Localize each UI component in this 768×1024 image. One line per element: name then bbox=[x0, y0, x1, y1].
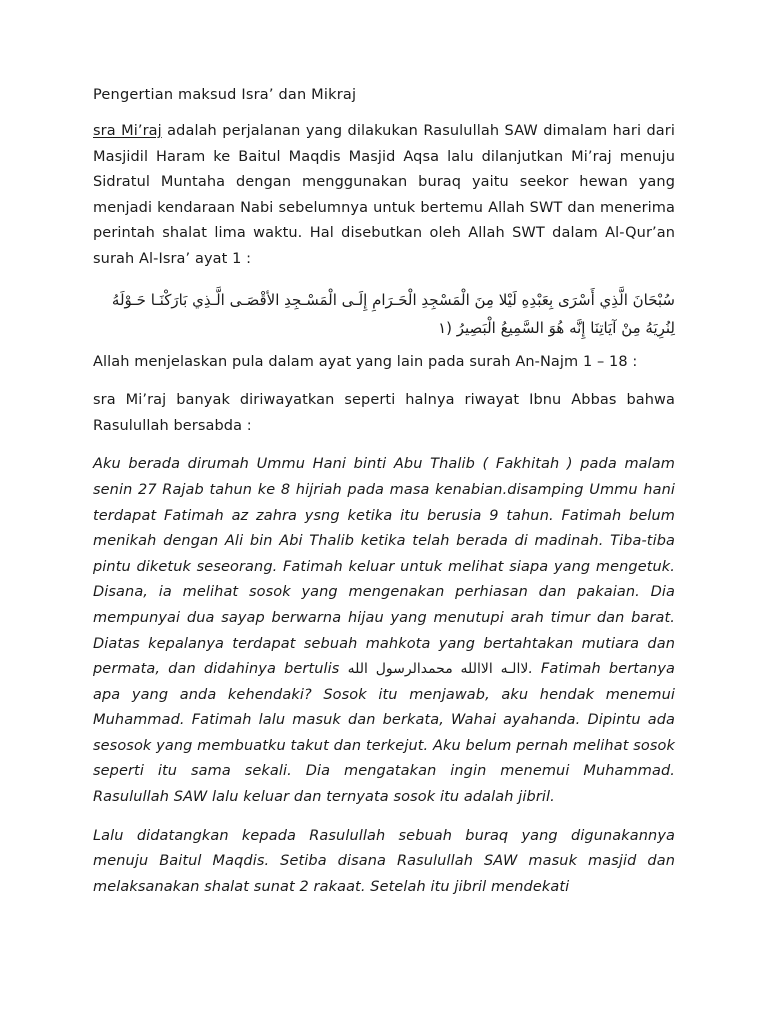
paragraph-narration bbox=[93, 452, 675, 810]
paragraph-buraq: Lalu didatangkan kepada Rasulullah sebuah buraq yang digunakannya menuju Baitul Maqdis. Setiba disana Rasulullah SAW masuk masjid dan melaksanakan shalat sunat 2 rakaat. Setelah itu jibril mendekati bbox=[93, 827, 675, 895]
paragraph-definition bbox=[93, 119, 675, 273]
narration-arabic-inscription: لاالـه الاالله محمدالرسول الله bbox=[347, 661, 529, 678]
arabic-verse-line-2: لِنُرِيَهُ مِنْ آيَاتِنَا إِنَّه هُوَ السَّمِيعُ الْبَصِيرُ (١ bbox=[438, 318, 675, 337]
paragraph-definition-text: adalah perjalanan yang dilakukan Rasulullah SAW dimalam hari dari Masjidil Haram ke Baitul Maqdis Masjid Aqsa lalu dilanjutkan Mi’raj menuju Sidratul Muntaha dengan menggunakan buraq yaitu seekor hewan yang menjadi kendaraan Nabi sebelumnya untuk bertemu Allah SWT dan menerima perintah shalat lima waktu. Hal disebutkan oleh Allah SWT dalam Al-Qur’an surah Al-Isra’ ayat 1 : bbox=[93, 123, 675, 267]
paragraph-an-najm: Allah menjelaskan pula dalam ayat yang lain pada surah An-Najm 1 – 18 : bbox=[93, 353, 638, 370]
isra-miraj-link[interactable]: sra Mi’raj bbox=[93, 123, 162, 139]
document-page bbox=[93, 84, 675, 913]
arabic-verse-line-1: سُبْحَانَ الَّذِي أَسْرَى بِعَبْدِهِ لَيْلا مِنَ الْمَسْجِدِ الْحَـرَامِ إِلَـى الْمَسْـجِدِ الأقْصَـى الَّـذِي بَارَكْنَـا حَـوْلَهُ bbox=[111, 290, 675, 309]
narration-text-after: . Fatimah bertanya apa yang anda kehendaki? Sosok itu menjawab, aku hendak menemui Muhammad. Fatimah lalu masuk dan berkata, Wahai ayahanda. Dipintu ada sesosok yang membuatku takut dan terkejut. Aku belum pernah melihat sosok seperti itu sama sekali. Dia mengatakan ingin menemui Muhammad. Rasulullah SAW lalu keluar dan ternyata sosok itu adalah jibril. bbox=[93, 661, 675, 806]
paragraph-riwayat: sra Mi’raj banyak diriwayatkan seperti halnya riwayat Ibnu Abbas bahwa Rasulullah bersabda : bbox=[93, 392, 675, 434]
document-title: Pengertian maksud Isra’ dan Mikraj bbox=[93, 87, 357, 103]
narration-text-before: Aku berada dirumah Ummu Hani binti Abu Thalib ( Fakhitah ) pada malam senin 27 Rajab tahun ke 8 hijriah pada masa kenabian.disamping Ummu hani terdapat Fatimah az zahra ysng ketika itu berusia 9 tahun. Fatimah belum menikah dengan Ali bin Abi Thalib ketika telah berada di madinah. Tiba-tiba pintu diketuk seseorang. Fatimah keluar untuk melihat siapa yang mengetuk. Disana, ia melihat sosok yang mengenakan perhiasan dan pakaian. Dia mempunyai dua sayap berwarna hijau yang menutupi arah timur dan barat. Diatas kepalanya terdapat sebuah mahkota yang bertahtakan mutiara dan permata, dan didahinya bertulis bbox=[93, 456, 675, 678]
arabic-verse bbox=[93, 286, 675, 342]
